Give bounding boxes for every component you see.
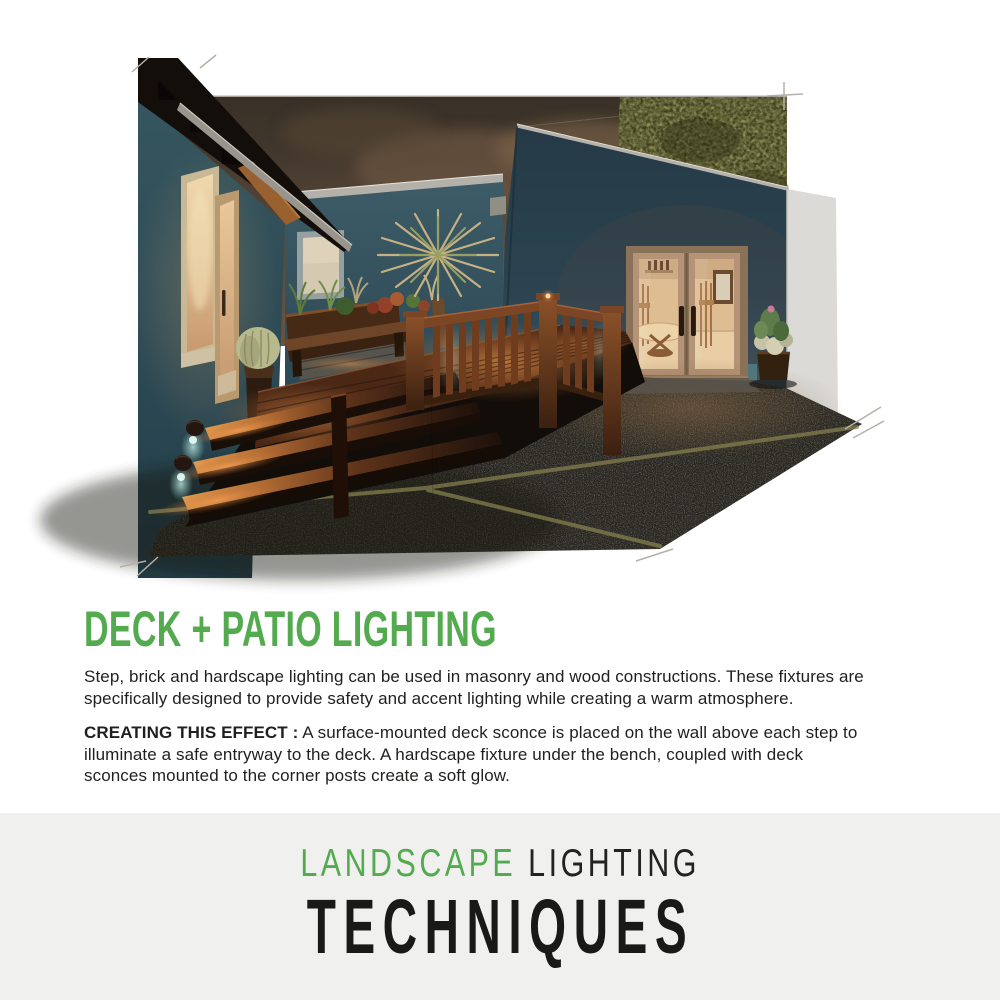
lit-window (181, 166, 219, 368)
glass-door (215, 190, 239, 404)
section-heading: DECK + PATIO LIGHTING (84, 601, 497, 657)
brand-line-1 (0, 844, 1000, 883)
intro-paragraph: Step, brick and hardscape lighting can be used in masonry and wood constructions. These fixtures are specifically designed to provide safety and accent lighting while creating a warm atmosphere. (84, 667, 864, 708)
brand-word-techniques: TECHNIQUES (306, 884, 694, 970)
brand-line-2 (0, 884, 1000, 970)
cactus-flower (768, 306, 775, 313)
effect-text: A surface-mounted deck sconce is placed on the wall above each step to illuminate a safe entryway to the deck. A hardscape fixture under the bench, coupled with deck sconces mounted to the corner posts create a soft glow. (84, 723, 858, 785)
effect-paragraph (84, 722, 870, 787)
text-section (84, 601, 870, 800)
footer-band (0, 813, 1000, 1000)
brand-word-landscape: LANDSCAPE (300, 842, 517, 885)
door-handle-left (679, 306, 684, 336)
brand-word-lighting: LIGHTING (528, 842, 700, 885)
wall-vent (490, 196, 506, 216)
door-handle (222, 290, 226, 316)
effect-label: CREATING THIS EFFECT : (84, 723, 299, 742)
